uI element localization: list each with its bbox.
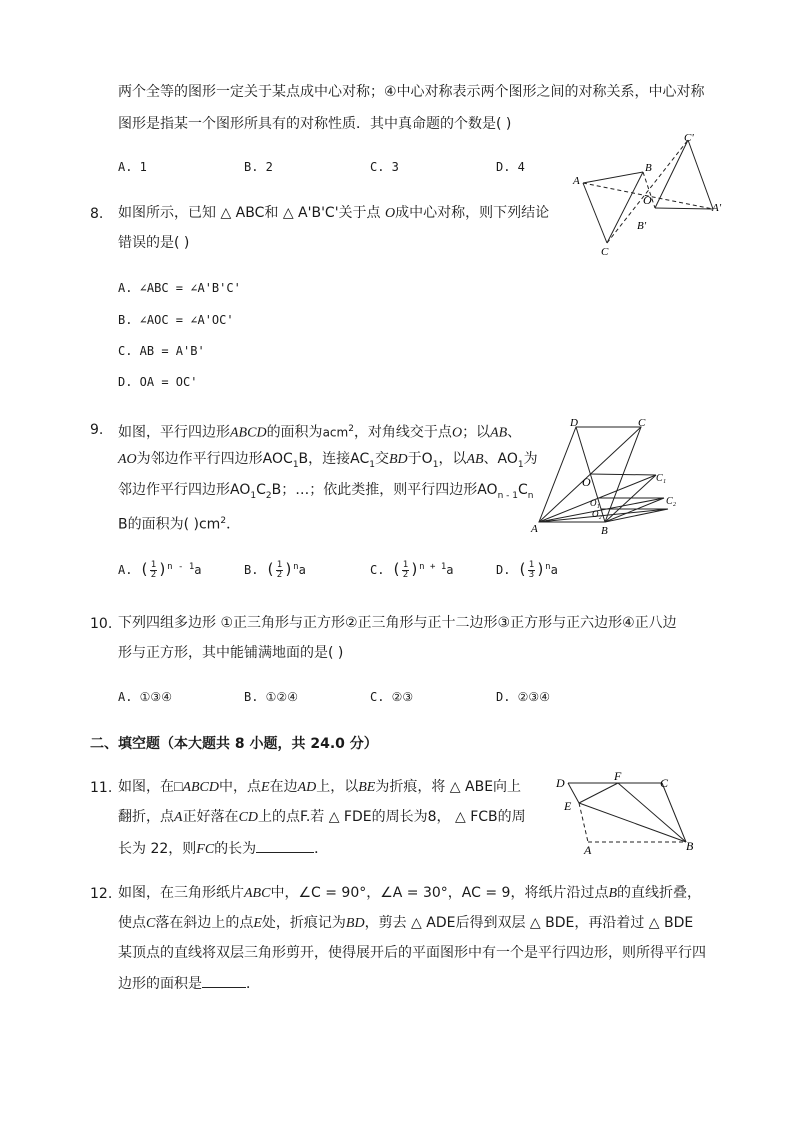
q9-figure: [528, 408, 688, 538]
q9-option-c: C. ( $\frac{1}{2}$ )$^{n + 1}$a: [370, 560, 454, 580]
q10-option-a: A. ①③④: [118, 690, 172, 704]
q12-line-4: 边形的面积是 ．: [118, 973, 260, 994]
q10-option-c: C. ②③: [370, 690, 414, 704]
q12-line-3: 某顶点的直线将双层三角形剪开，使得展开后的平面图形中有一个是平行四边形，则所得平行四: [118, 945, 706, 961]
q8-label-b: B: [645, 162, 652, 174]
q11-label-a: A: [584, 843, 592, 857]
q8-label-o: O: [643, 193, 652, 207]
q7-option-a: A. 1: [118, 160, 147, 174]
q9-label-d: D: [570, 417, 578, 429]
q7-option-c: C. 3: [370, 160, 399, 174]
q7-line-1: 两个全等的图形一定关于某点成中心对称；④中心对称表示两个图形之间的对称关系，中心对称: [118, 84, 705, 100]
q11-answer-blank[interactable]: [256, 838, 314, 853]
q11-label-b: B: [686, 839, 694, 853]
q8-figure: [565, 128, 735, 260]
q9-line-1: 如图，平行四边形ABCD的面积为acm$^2$，对角线交于点O；以AB、: [118, 424, 522, 441]
q7-option-d: D. 4: [496, 160, 525, 174]
q11-line-2: 翻折，点A正好落在CD上的点F.若 △ FDE的周长为8， △ FCB的周: [118, 809, 526, 825]
q9-line-2: AO为邻边作平行四边形$AOC_1B$，连接$AC_1$交BD于$O_1$，以AB、$AO_1$为: [118, 451, 538, 470]
q10-line-2: 形与正方形，其中能铺满地面的是( ): [118, 645, 344, 661]
q11-label-c: C: [660, 776, 669, 790]
q12-line-1: 如图，在三角形纸片ABC中，∠C = 90°，∠A = 30°，AC = 9，将纸片沿过点B的直线折叠，: [118, 885, 702, 901]
q11-number: 11.: [90, 780, 113, 796]
q12-answer-blank[interactable]: [202, 973, 246, 988]
q11-label-e: E: [564, 799, 572, 813]
q8-option-c: C. AB = A'B': [118, 344, 205, 358]
q9-label-c: C: [638, 417, 646, 429]
q11-label-f: F: [614, 769, 622, 783]
q9-option-a: A. ( $\frac{1}{2}$ )$^{n - 1}$a: [118, 560, 202, 580]
q9-label-o: O: [582, 475, 591, 489]
q9-line-3: 邻边作平行四边形$AO_1C_2B$；…；依此类推，则平行四边形$AO_{n - 1}C_n$: [118, 482, 534, 501]
q10-number: 10.: [90, 616, 113, 632]
q11-label-d: D: [556, 776, 565, 790]
q8-label-a1: A': [712, 202, 722, 214]
q10-option-d: D. ②③④: [496, 690, 550, 704]
q9-line-4: B的面积为( )$cm^2$．: [118, 516, 241, 533]
q8-line-2: 错误的是( ): [118, 235, 190, 251]
q9-option-d: D. ( $\frac{1}{3}$ )$^n$a: [496, 560, 558, 580]
q11-line-3: 长为 22，则FC的长为 ．: [118, 838, 328, 860]
q12-number: 12.: [90, 886, 113, 902]
q9-label-b: B: [601, 525, 608, 537]
q8-option-b: B. ∠AOC = ∠A'OC': [118, 313, 234, 327]
q12-line-2: 使点C落在斜边上的点E处，折痕记为BD，剪去 △ ADE后得到双层 △ BDE，再沿着过 △ BDE: [118, 915, 694, 931]
q9-number: 9.: [90, 422, 104, 438]
q7-line-2: 图形是指某一个图形所具有的对称性质．其中真命题的个数是( ): [118, 116, 512, 132]
q8-option-a: A. ∠ABC = ∠A'B'C': [118, 281, 241, 295]
q8-label-a: A: [573, 175, 580, 187]
q11-figure: [550, 768, 700, 858]
q9-label-a: A: [531, 523, 538, 535]
q7-option-b: B. 2: [244, 160, 273, 174]
q8-label-c1: C': [684, 132, 694, 144]
q9-option-b: B. ( $\frac{1}{2}$ )$^n$a: [244, 560, 306, 580]
q8-label-c: C: [601, 246, 609, 258]
q8-option-d: D. OA = OC': [118, 375, 198, 389]
q9-label-o2: O₂: [592, 509, 602, 519]
q10-option-b: B. ①②④: [244, 690, 298, 704]
q9-label-c1: C₁: [656, 473, 667, 484]
q9-label-o1: O₁: [590, 498, 600, 508]
q10-line-1: 下列四组多边形 ①正三角形与正方形②正三角形与正十二边形③正方形与正六边形④正八边: [118, 615, 677, 631]
q8-number: 8.: [90, 206, 104, 222]
q8-line-1: 如图所示，已知 △ ABC和 △ A'B'C'关于点 O成中心对称，则下列结论: [118, 205, 550, 221]
section-2-title: 二、填空题（本大题共 8 小题，共 24.0 分）: [90, 736, 378, 752]
q9-label-c2: C₂: [666, 496, 677, 507]
q8-label-b1: B': [637, 220, 647, 232]
q11-line-1: 如图，在□ABCD中，点E在边AD上，以BE为折痕，将 △ ABE向上: [118, 779, 522, 795]
